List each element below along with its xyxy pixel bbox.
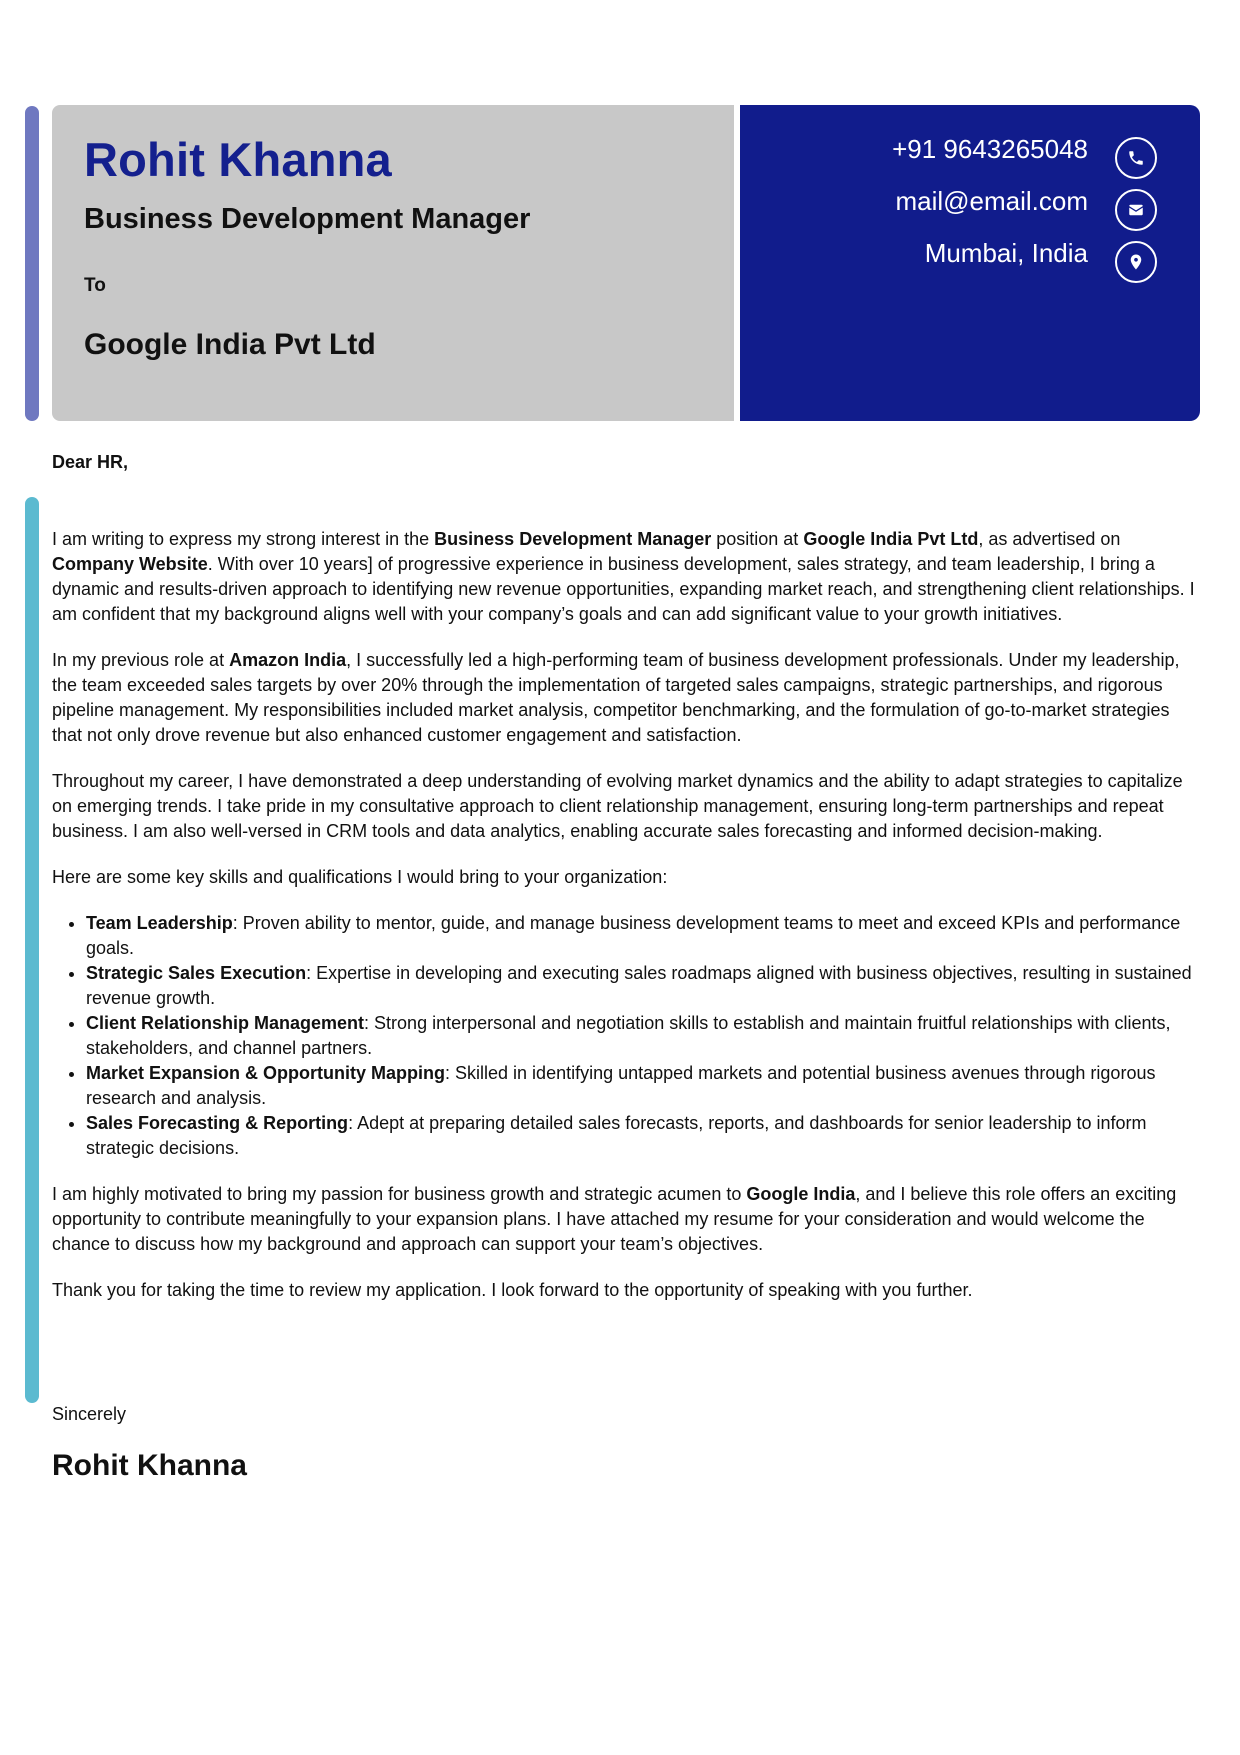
paragraph-intro: I am writing to express my strong interest in the Business Development Manager position at Google India Pvt Ltd, as advertised on Company Website. With over 10 years] of progressive experience in business development, sales strategy, and team leadership, I bring a dynamic and results-driven approach to identifying new revenue opportunities, expanding market reach, and strengthening client relationships. I am confident that my background aligns well with your company’s goals and can add significant value to your growth initiatives. xyxy=(52,529,1195,624)
paragraph-closing: Thank you for taking the time to review my application. I look forward to the opportunity of speaking with you further. xyxy=(52,1280,973,1300)
phone-icon xyxy=(1115,137,1157,179)
contact-location: Mumbai, India xyxy=(924,238,1088,268)
salutation: Dear HR, xyxy=(52,452,129,472)
paragraph-career: Throughout my career, I have demonstrated a deep understanding of evolving market dynamics and the ability to adapt strategies to capitalize on emerging trends. I take pride in my consultative approach to client relationship management, ensuring long-term partnerships and repeat business. I am also well-versed in CRM tools and data analytics, enabling accurate sales forecasting and informed decision-making. xyxy=(52,771,1183,841)
job-title: Business Development Manager xyxy=(84,203,531,235)
body-accent-bar xyxy=(25,497,39,1403)
paragraph-motivation: I am highly motivated to bring my passion for business growth and strategic acumen to Google India, and I believe this role offers an exciting opportunity to contribute meaningfully to your expansion plans. I have attached my resume for your consideration and would welcome the chance to discuss how my background and approach can support your team’s objectives. xyxy=(52,1184,1177,1254)
letter-body xyxy=(52,527,1202,1324)
contact-email[interactable]: mail@email.com xyxy=(895,186,1088,216)
paragraph-skills-intro: Here are some key skills and qualifications I would bring to your organization: xyxy=(52,867,668,887)
signoff: Sincerely xyxy=(52,1404,127,1424)
signature-name: Rohit Khanna xyxy=(52,1449,247,1482)
envelope-icon xyxy=(1115,189,1157,231)
to-label: To xyxy=(84,275,106,296)
skills-list xyxy=(52,911,1202,1161)
list-item: • Strategic Sales Execution: Expertise in developing and executing sales roadmaps aligned with business objectives, resulting in sustained revenue growth. xyxy=(86,961,1202,1011)
contact-phone[interactable]: +91 9643265048 xyxy=(892,134,1088,164)
list-item: • Sales Forecasting & Reporting: Adept at preparing detailed sales forecasts, reports, and dashboards for senior leadership to inform strategic decisions. xyxy=(86,1111,1202,1161)
list-item: • Client Relationship Management: Strong interpersonal and negotiation skills to establish and maintain fruitful relationships with clients, stakeholders, and channel partners. xyxy=(86,1011,1202,1061)
paragraph-experience: In my previous role at Amazon India, I successfully led a high-performing team of business development professionals. Under my leadership, the team exceeded sales targets by over 20% through the implementation of targeted sales campaigns, strategic partnerships, and rigorous pipeline management. My responsibilities included market analysis, competitor benchmarking, and the formulation of go-to-market strategies that not only drove revenue but also enhanced customer engagement and satisfaction. xyxy=(52,650,1180,745)
map-pin-icon xyxy=(1115,241,1157,283)
header-accent-bar xyxy=(25,106,39,421)
list-item: • Team Leadership: Proven ability to mentor, guide, and manage business development teams to meet and exceed KPIs and performance goals. xyxy=(86,911,1202,961)
recipient-company: Google India Pvt Ltd xyxy=(84,328,376,361)
applicant-name: Rohit Khanna xyxy=(84,133,392,186)
list-item: • Market Expansion & Opportunity Mapping: Skilled in identifying untapped markets and potential business avenues through rigorous research and analysis. xyxy=(86,1061,1202,1111)
